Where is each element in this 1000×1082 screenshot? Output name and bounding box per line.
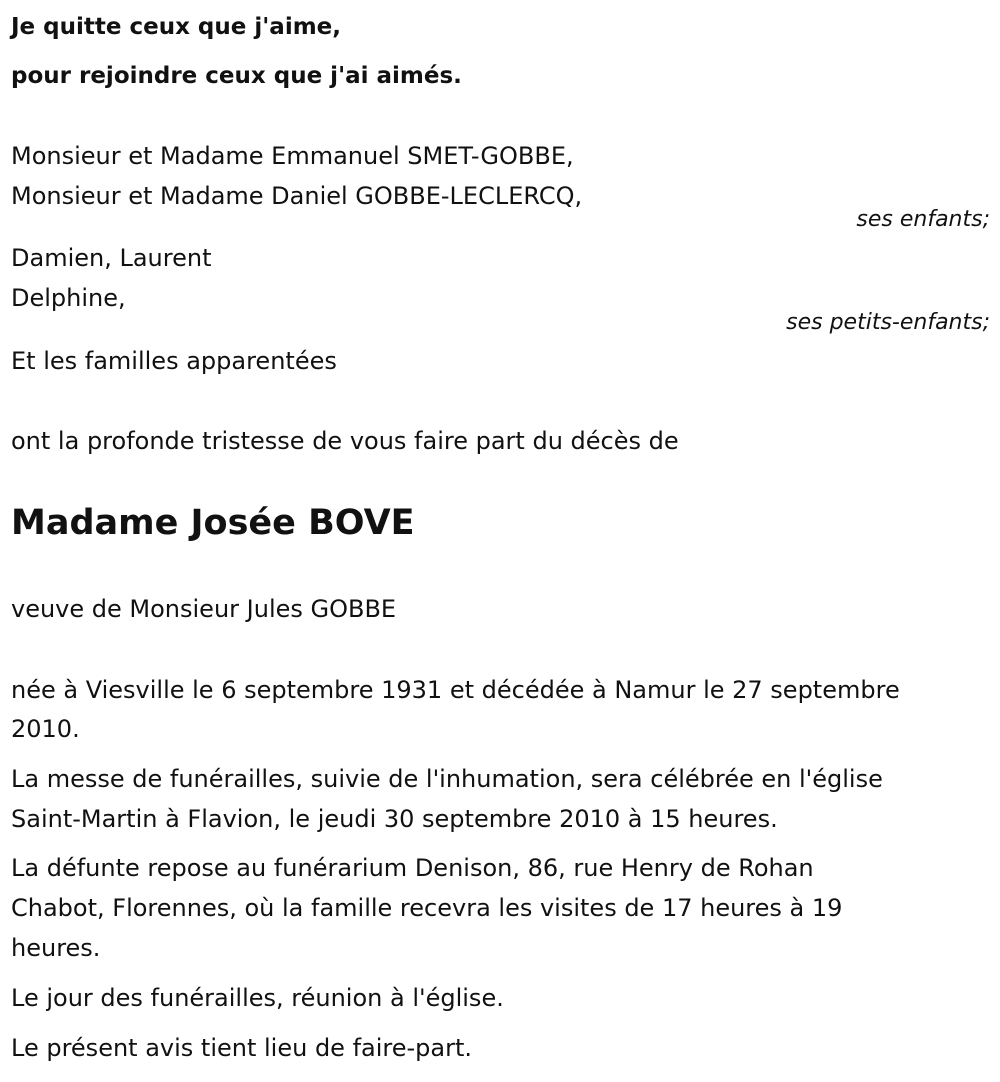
birth-death-line-1: née à Viesville le 6 septembre 1931 et décédée à Namur le 27 septembre (11, 676, 900, 704)
children-role-label: ses enfants; (856, 207, 990, 232)
deceased-name: Madame Josée BOVE (11, 503, 415, 543)
quote-line-1: Je quitte ceux que j'aime, (11, 14, 342, 40)
quote-line-2: pour rejoindre ceux que j'ai aimés. (11, 63, 462, 89)
grandchildren-line-1: Damien, Laurent (11, 244, 212, 272)
grandchildren-role-label: ses petits-enfants; (786, 310, 990, 335)
repose-line-3: heures. (11, 934, 101, 962)
announcement-text: ont la profonde tristesse de vous faire part du décès de (11, 427, 679, 455)
repose-line-1: La défunte repose au funérarium Denison, 86, rue Henry de Rohan (11, 854, 814, 882)
funeral-line-1: La messe de funérailles, suivie de l'inhumation, sera célébrée en l'église (11, 765, 883, 793)
grandchildren-line-2: Delphine, (11, 284, 126, 312)
repose-line-2: Chabot, Florennes, où la famille recevra les visites de 17 heures à 19 (11, 894, 843, 922)
widow-of-text: veuve de Monsieur Jules GOBBE (11, 595, 397, 623)
notice-text: Le présent avis tient lieu de faire-part. (11, 1034, 473, 1062)
birth-death-line-2: 2010. (11, 715, 80, 743)
child-family-1: Monsieur et Madame Emmanuel SMET-GOBBE, (11, 142, 574, 170)
meeting-text: Le jour des funérailles, réunion à l'église. (11, 984, 504, 1012)
related-families: Et les familles apparentées (11, 347, 337, 375)
child-family-2: Monsieur et Madame Daniel GOBBE-LECLERCQ, (11, 182, 583, 210)
funeral-line-2: Saint-Martin à Flavion, le jeudi 30 septembre 2010 à 15 heures. (11, 805, 778, 833)
